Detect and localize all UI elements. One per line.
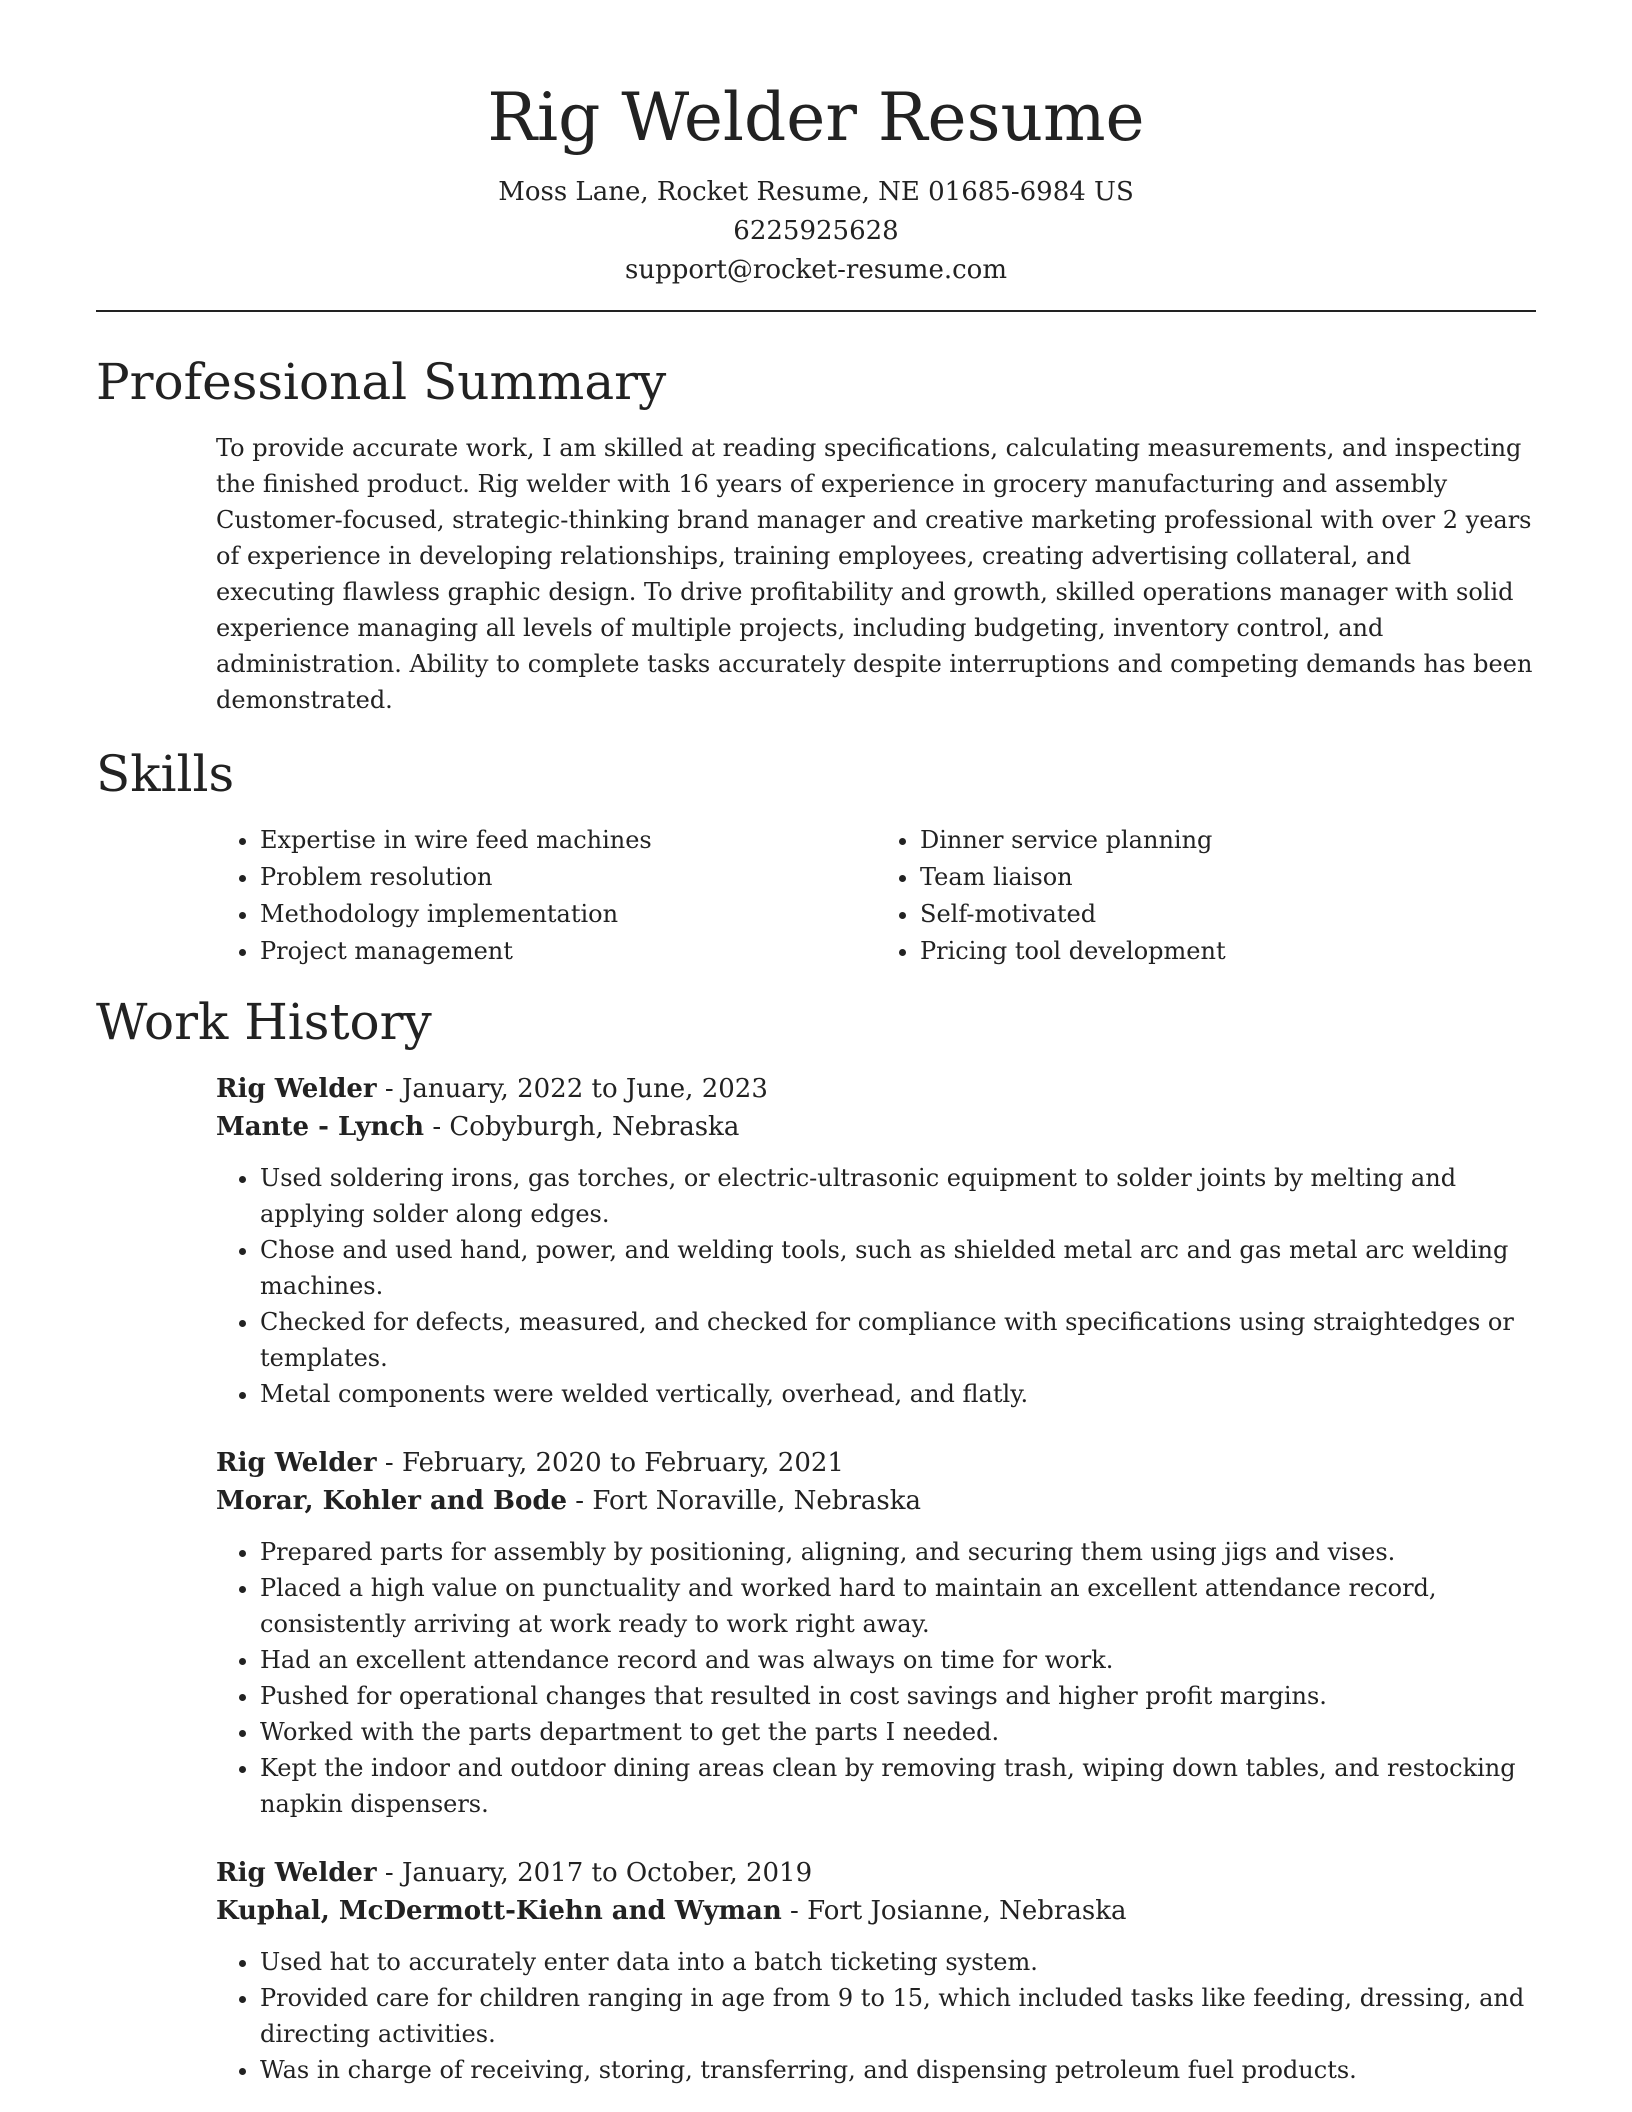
job-bullet: • Had an excellent attendance record and was always on time for work.	[260, 1642, 1536, 1678]
skills-grid	[216, 822, 1536, 970]
job-title-line	[216, 1070, 1536, 1108]
skill-item: • Team liaison	[920, 859, 1536, 896]
job-company: Morar, Kohler and Bode	[216, 1486, 568, 1517]
skills-heading: Skills	[96, 745, 235, 804]
job-bullet: • Metal components were welded vertically, overhead, and flatly.	[260, 1376, 1536, 1412]
job-company: Mante - Lynch	[216, 1112, 425, 1143]
summary-text: To provide accurate work, I am skilled at reading specifications, calculating measurements, and inspecting the finished product. Rig welder with 16 years of experience in grocery manufacturing and assembly Customer-focused, strategic-thinking brand manager and creative marketing professional with over 2 years of experience in developing relationships, training employees, creating advertising collateral, and executing flawless graphic design. To drive profitability and growth, skilled operations manager with solid experience managing all levels of multiple projects, including budgeting, inventory control, and administration. Ability to complete tasks accurately despite interruptions and competing demands has been demonstrated.	[216, 434, 1533, 715]
summary-heading: Professional Summary	[96, 353, 667, 412]
job-entry	[216, 1444, 1536, 1822]
job-bullet: • Chose and used hand, power, and welding tools, such as shielded metal arc and gas metal arc welding machines.	[260, 1232, 1536, 1304]
job-bullet: • Checked for defects, measured, and checked for compliance with specifications using straightedges or templates.	[260, 1304, 1536, 1376]
work-history-section	[96, 992, 1536, 2088]
job-company-line	[216, 1482, 1536, 1520]
job-bullets	[216, 1160, 1536, 1412]
job-bullets	[216, 1534, 1536, 1822]
job-title-line	[216, 1444, 1536, 1482]
contact-email: support@rocket-resume.com	[624, 255, 1007, 286]
skill-item: • Methodology implementation	[260, 896, 876, 933]
contact-phone: 6225925628	[733, 216, 899, 247]
job-bullet: • Provided care for children ranging in age from 9 to 15, which included tasks like feeding, dressing, and directing activities.	[260, 1980, 1536, 2052]
skills-column-right	[876, 822, 1536, 970]
contact-address: Moss Lane, Rocket Resume, NE 01685-6984 US	[498, 177, 1134, 208]
job-title-line	[216, 1854, 1536, 1892]
contact-block	[96, 173, 1536, 290]
skill-item: • Expertise in wire feed machines	[260, 822, 876, 859]
job-bullet: • Worked with the parts department to get the parts I needed.	[260, 1714, 1536, 1750]
skill-item: • Self-motivated	[920, 896, 1536, 933]
job-bullet: • Used soldering irons, gas torches, or electric-ultrasonic equipment to solder joints by melting and applying solder along edges.	[260, 1160, 1536, 1232]
job-company-line	[216, 1892, 1536, 1930]
job-dates: - February, 2020 to February, 2021	[376, 1448, 844, 1479]
job-bullet: • Prepared parts for assembly by positioning, aligning, and securing them using jigs and vises.	[260, 1534, 1536, 1570]
job-bullet: • Pushed for operational changes that resulted in cost savings and higher profit margins.	[260, 1678, 1536, 1714]
skill-item: • Dinner service planning	[920, 822, 1536, 859]
job-title: Rig Welder	[216, 1074, 377, 1105]
resume-header	[96, 0, 1536, 290]
skill-item: • Project management	[260, 933, 876, 970]
job-title: Rig Welder	[216, 1858, 377, 1889]
skill-item: • Problem resolution	[260, 859, 876, 896]
resume-title: Rig Welder Resume	[487, 79, 1145, 156]
header-divider	[96, 310, 1536, 312]
job-location: - Cobyburgh, Nebraska	[424, 1112, 740, 1143]
job-company-line	[216, 1108, 1536, 1146]
skills-section	[96, 744, 1536, 970]
job-bullet: • Was in charge of receiving, storing, transferring, and dispensing petroleum fuel products.	[260, 2052, 1536, 2088]
job-bullet: • Used hat to accurately enter data into a batch ticketing system.	[260, 1944, 1536, 1980]
job-bullet: • Kept the indoor and outdoor dining areas clean by removing trash, wiping down tables, and restocking napkin dispensers.	[260, 1750, 1536, 1822]
job-dates: - January, 2017 to October, 2019	[376, 1858, 813, 1889]
job-bullet: • Placed a high value on punctuality and worked hard to maintain an excellent attendance record, consistently arriving at work ready to work right away.	[260, 1570, 1536, 1642]
skills-column-left	[216, 822, 876, 970]
job-company: Kuphal, McDermott-Kiehn and Wyman	[216, 1896, 782, 1927]
summary-section	[96, 352, 1536, 718]
job-bullets	[216, 1944, 1536, 2088]
job-title: Rig Welder	[216, 1448, 377, 1479]
job-entry	[216, 1070, 1536, 1412]
job-dates: - January, 2022 to June, 2023	[376, 1074, 768, 1105]
work-history-heading: Work History	[96, 993, 432, 1052]
job-location: - Fort Noraville, Nebraska	[567, 1486, 921, 1517]
job-entry	[216, 1854, 1536, 2088]
skill-item: • Pricing tool development	[920, 933, 1536, 970]
job-location: - Fort Josianne, Nebraska	[781, 1896, 1127, 1927]
